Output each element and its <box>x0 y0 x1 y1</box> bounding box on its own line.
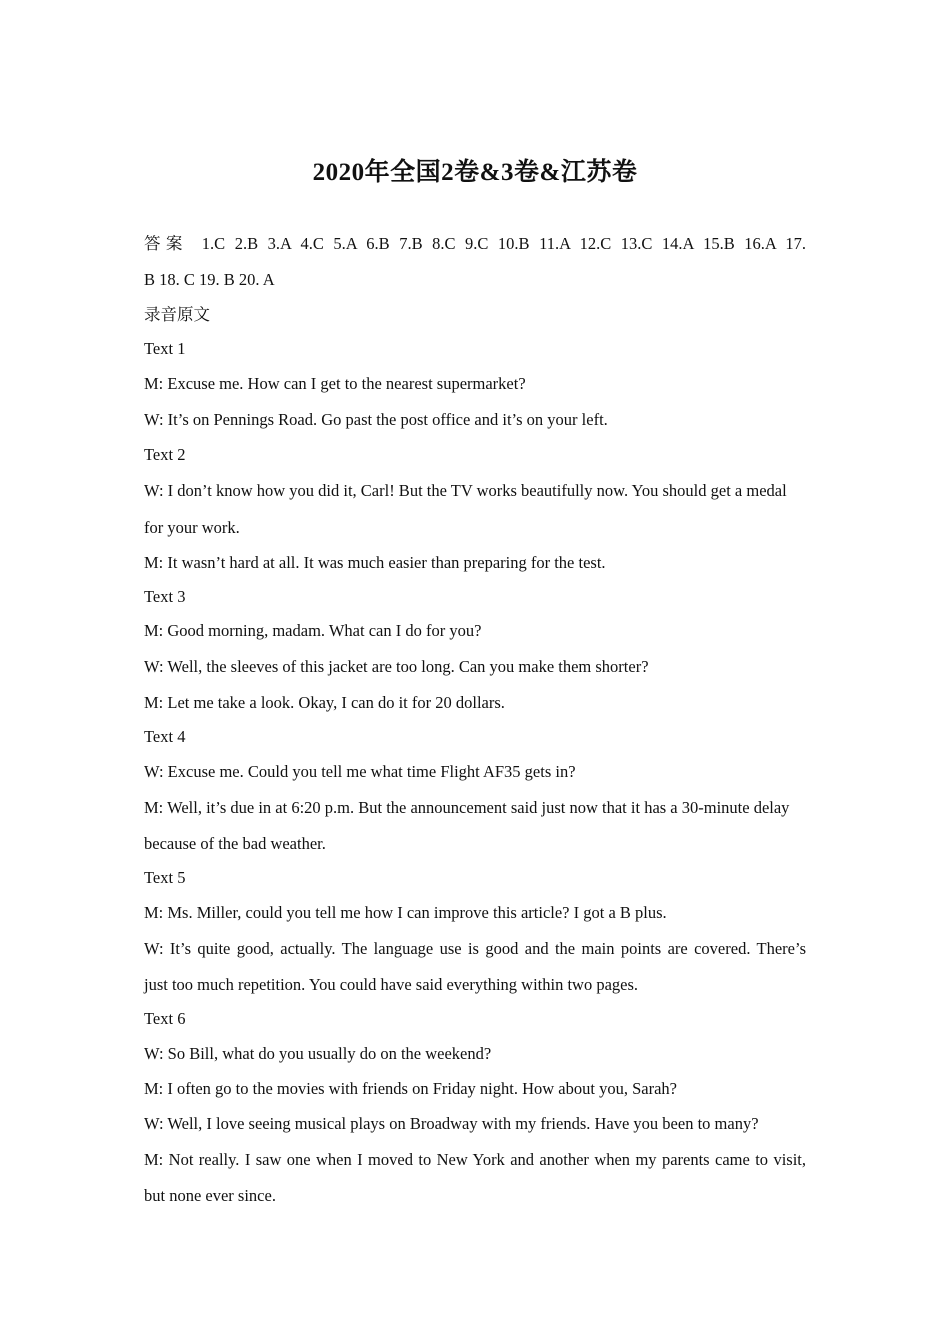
dialogue-line: M: Excuse me. How can I get to the nearest supermarket? <box>144 374 526 393</box>
dialogue-line: W: So Bill, what do you usually do on the weekend? <box>144 1044 492 1063</box>
dialogue-line: W: It’s quite good, actually. The language use is good and the main points are covered. There’s <box>144 939 806 958</box>
dialogue-line: M: Not really. I saw one when I moved to New York and another when my parents came to visit, <box>144 1150 806 1169</box>
dialogue-line: M: Good morning, madam. What can I do for you? <box>144 621 482 640</box>
dialogue-line: W: Excuse me. Could you tell me what time Flight AF35 gets in? <box>144 762 576 781</box>
text-heading: Text 3 <box>144 587 186 606</box>
dialogue-line: W: It’s on Pennings Road. Go past the post office and it’s on your left. <box>144 410 608 429</box>
page-title: 2020年全国2卷&3卷&江苏卷 <box>312 159 638 186</box>
dialogue-line: W: Well, the sleeves of this jacket are too long. Can you make them shorter? <box>144 657 649 676</box>
dialogue-line: M: Let me take a look. Okay, I can do it for 20 dollars. <box>144 693 505 712</box>
text-heading: Text 6 <box>144 1009 186 1028</box>
text-heading: Text 1 <box>144 339 186 358</box>
dialogue-line-continued: because of the bad weather. <box>144 834 326 853</box>
dialogue-line: M: Well, it’s due in at 6:20 p.m. But the announcement said just now that it has a 30-minute delay <box>144 798 790 817</box>
text-heading: Text 4 <box>144 727 186 746</box>
document-body <box>144 226 806 1213</box>
text-heading: Text 2 <box>144 445 186 464</box>
dialogue-line-continued: but none ever since. <box>144 1186 276 1205</box>
transcript-heading: 录音原文 <box>144 305 210 324</box>
text-heading: Text 5 <box>144 868 186 887</box>
dialogue-line-continued: just too much repetition. You could have said everything within two pages. <box>144 975 639 994</box>
answer-key-line-1 <box>144 226 806 262</box>
dialogue-line: M: Ms. Miller, could you tell me how I can improve this article? I got a B plus. <box>144 903 667 922</box>
dialogue-line-continued: for your work. <box>144 518 240 537</box>
answer-key-values-1: 1.C 2.B 3.A 4.C 5.A 6.B 7.B 8.C 9.C 10.B 11.A 12.C 13.C 14.A 15.B 16.A 17. <box>201 234 806 253</box>
answer-key-line-2: B 18. C 19. B 20. A <box>144 270 275 289</box>
dialogue-line: W: I don’t know how you did it, Carl! But the TV works beautifully now. You should get a medal <box>144 481 787 500</box>
answer-key-label: 答案 <box>144 234 188 253</box>
dialogue-line: M: I often go to the movies with friends on Friday night. How about you, Sarah? <box>144 1079 677 1098</box>
dialogue-line: W: Well, I love seeing musical plays on Broadway with my friends. Have you been to many? <box>144 1114 759 1133</box>
dialogue-line: M: It wasn’t hard at all. It was much easier than preparing for the test. <box>144 553 606 572</box>
